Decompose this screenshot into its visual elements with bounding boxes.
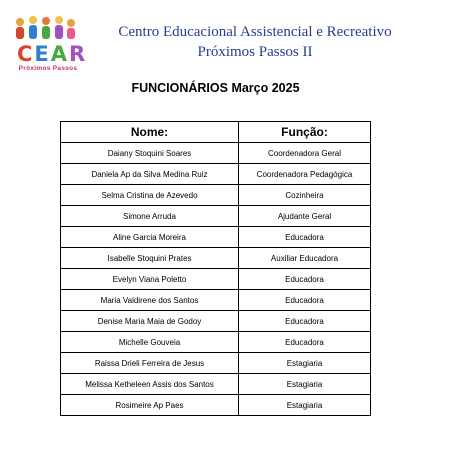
- institution-name: [105, 22, 405, 62]
- employee-name-cell: Daiany Stoquini Soares: [61, 143, 239, 164]
- employee-role-cell: Educadora: [239, 290, 371, 311]
- table-row: [61, 206, 371, 227]
- employee-name-cell: Evelyn Viana Poletto: [61, 269, 239, 290]
- staff-table-body: [61, 143, 371, 416]
- table-row: [61, 353, 371, 374]
- employee-name-cell: Denise Maria Maia de Godoy: [61, 311, 239, 332]
- employee-name-cell: Maria Valdirene dos Santos: [61, 290, 239, 311]
- table-row: [61, 290, 371, 311]
- table-header-row: [61, 122, 371, 143]
- employee-name-cell: Melissa Ketheleen Assis dos Santos: [61, 374, 239, 395]
- employee-role-cell: Coordenadora Geral: [239, 143, 371, 164]
- employee-role-cell: Educadora: [239, 332, 371, 353]
- employee-name-cell: Rosimeire Ap Paes: [61, 395, 239, 416]
- employee-role-cell: Estagiaria: [239, 374, 371, 395]
- table-row: [61, 164, 371, 185]
- table-row: [61, 374, 371, 395]
- table-row: [61, 311, 371, 332]
- table-row: [61, 185, 371, 206]
- employee-role-cell: Educadora: [239, 311, 371, 332]
- employee-role-cell: Educadora: [239, 227, 371, 248]
- table-row: [61, 332, 371, 353]
- employee-role-cell: Cozinheira: [239, 185, 371, 206]
- institution-name-line2: Próximos Passos II: [197, 44, 313, 60]
- column-header-role: Função:: [239, 122, 371, 143]
- institution-name-line1: Centro Educacional Assistencial e Recreativo: [118, 24, 392, 40]
- table-row: [61, 269, 371, 290]
- employee-name-cell: Daniela Ap da Silva Medina Ruiz: [61, 164, 239, 185]
- logo-tagline: Próximos Passos: [18, 65, 78, 72]
- cear-logo: [11, 14, 88, 74]
- table-row: [61, 227, 371, 248]
- employee-name-cell: Aline Garcia Moreira: [61, 227, 239, 248]
- document-title: FUNCIONÁRIOS Março 2025: [131, 81, 300, 95]
- employee-name-cell: Simone Arruda: [61, 206, 239, 227]
- table-row: [61, 248, 371, 269]
- table-row: [61, 143, 371, 164]
- employee-name-cell: Isabelle Stoquini Prates: [61, 248, 239, 269]
- employee-role-cell: Estagiaria: [239, 353, 371, 374]
- employee-role-cell: Coordenadora Pedagógica: [239, 164, 371, 185]
- staff-table: [60, 121, 371, 416]
- children-figures-icon: [13, 14, 77, 44]
- column-header-name: Nome:: [61, 122, 239, 143]
- employee-role-cell: Estagiaria: [239, 395, 371, 416]
- employee-name-cell: Michelle Gouveia: [61, 332, 239, 353]
- employee-role-cell: Educadora: [239, 269, 371, 290]
- employee-role-cell: Ajudante Geral: [239, 206, 371, 227]
- employee-name-cell: Selma Cristina de Azevedo: [61, 185, 239, 206]
- logo-lettering: CEAR: [17, 42, 88, 66]
- employee-name-cell: Raissa Drieli Ferreira de Jesus: [61, 353, 239, 374]
- employee-role-cell: Auxiliar Educadora: [239, 248, 371, 269]
- table-row: [61, 395, 371, 416]
